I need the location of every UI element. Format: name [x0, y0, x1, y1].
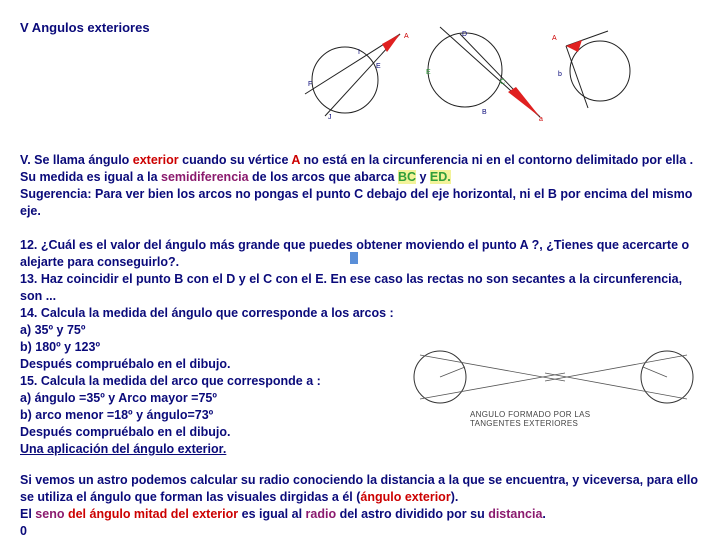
- label-c: C: [500, 79, 506, 86]
- question-14b: b) 180º y 123º: [20, 340, 101, 354]
- question-14: 14. Calcula la medida del ángulo que corresponde a los arcos :: [20, 306, 394, 320]
- label-a: A: [404, 33, 409, 40]
- label-e: E: [376, 63, 381, 70]
- label-a3: A: [552, 35, 557, 42]
- definition-paragraph: V. Se llama ángulo exterior cuando su vértice A no está en la circunferencia ni en el contorno delimitado por ella . Su medida es igual a la semidiferencia de los arcos que abarca BC y ED. Sugerencia: Para ver bien los arcos no pongas el punto C debajo del eje horizontal, ni el B por encima del mismo eje.: [20, 153, 694, 218]
- question-15b: b) arco menor =18º y ángulo=73º: [20, 408, 214, 422]
- page-title: V Angulos exteriores: [20, 20, 150, 35]
- exterior-angle-link[interactable]: Una aplicación del ángulo exterior.: [20, 442, 227, 456]
- figure-exterior-angle-3[interactable]: [548, 26, 638, 111]
- label-i: I: [358, 49, 360, 56]
- label-b2: b: [558, 71, 562, 78]
- tangents-caption: ANGULO FORMADO POR LAS TANGENTES EXTERIORES: [470, 410, 591, 428]
- label-d: D: [462, 31, 468, 38]
- suggestion-text: Sugerencia: Para ver bien los arcos no pongas el punto C debajo del eje horizontal, ni el B por encima del mismo eje.: [20, 187, 693, 218]
- question-15: 15. Calcula la medida del arco que corresponde a :: [20, 374, 321, 388]
- label-j: J: [328, 114, 332, 121]
- page-number: 0: [20, 524, 27, 538]
- cursor-icon: [350, 252, 358, 264]
- tangents-illustration: [405, 345, 705, 410]
- label-e2: E: [426, 69, 431, 76]
- question-15c: Después compruébalo en el dibujo.: [20, 425, 231, 439]
- question-13: 13. Haz coincidir el punto B con el D y el C con el E. En ese caso las rectas no son secantes a la circunferencia, son ...: [20, 272, 683, 303]
- figure-exterior-angle-1[interactable]: [300, 28, 420, 123]
- question-15a: a) ángulo =35º y Arco mayor =75º: [20, 391, 217, 405]
- label-a2: a: [539, 116, 543, 122]
- figure-exterior-angle-2[interactable]: [420, 22, 550, 122]
- label-f: F: [308, 81, 313, 88]
- question-12: 12. ¿Cuál es el valor del ángulo más grande que puedes obtener moviendo el punto A ?, ¿Tienes que acercarte o alejarte para conseguirlo?.: [20, 238, 690, 269]
- question-14c: Después compruébalo en el dibujo.: [20, 357, 231, 371]
- question-14a: a) 35º y 75º: [20, 323, 86, 337]
- label-b: B: [482, 109, 487, 116]
- astro-paragraph: Si vemos un astro podemos calcular su radio conociendo la distancia a la que se encuentra, y viceversa, para ello se utiliza el ángulo que forman las visuales dirgidas a él (ángulo exterior). El seno del ángulo mitad del exterior es igual al radio del astro dividido por su distancia. 0: [20, 473, 699, 538]
